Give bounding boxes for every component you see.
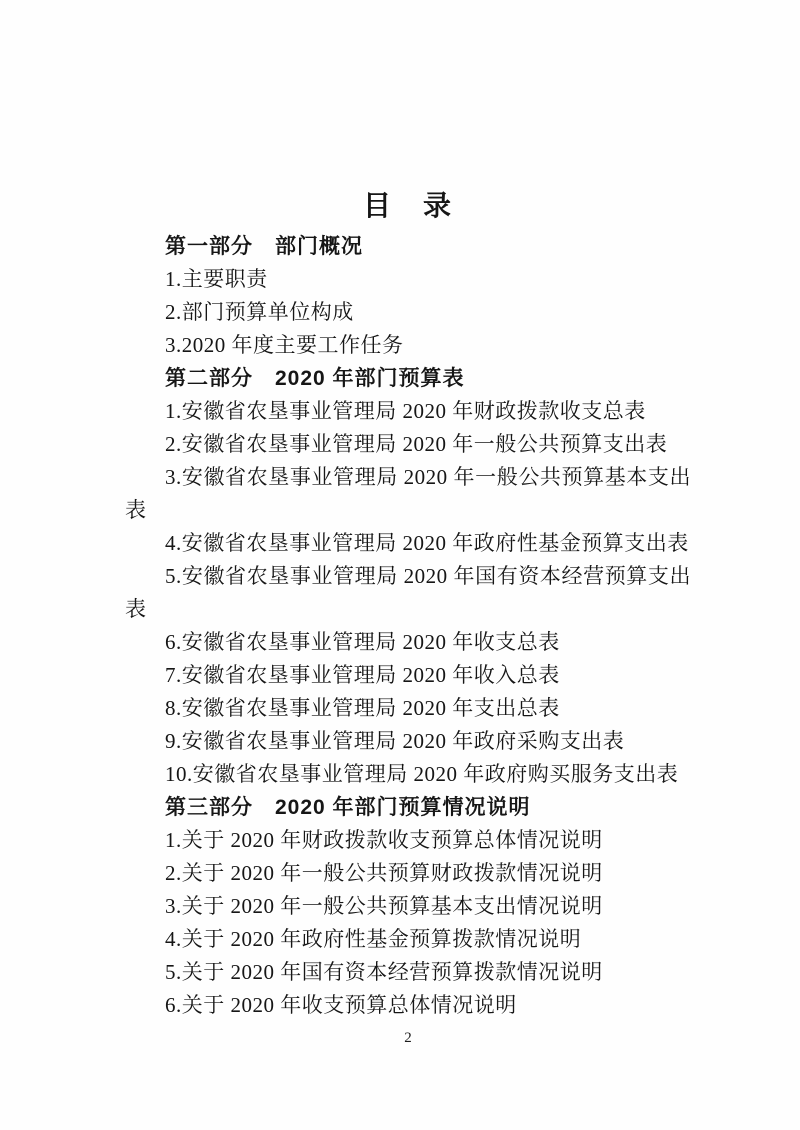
toc-section-heading-1: 第一部分 部门概况 (165, 235, 363, 258)
table-of-contents (125, 230, 691, 1022)
toc-item: 2.关于 2020 年一般公共预算财政拨款情况说明 (165, 861, 603, 885)
toc-item: 8.安徽省农垦事业管理局 2020 年支出总表 (165, 696, 560, 720)
toc-item: 5.安徽省农垦事业管理局 2020 年国有资本经营预算支出表 (125, 564, 691, 621)
toc-item: 6.关于 2020 年收支预算总体情况说明 (165, 993, 517, 1017)
toc-item: 1.主要职责 (165, 267, 268, 291)
toc-item: 6.安徽省农垦事业管理局 2020 年收支总表 (165, 630, 560, 654)
toc-item: 10.安徽省农垦事业管理局 2020 年政府购买服务支出表 (165, 762, 679, 786)
toc-item: 2.部门预算单位构成 (165, 300, 354, 324)
toc-item: 2.安徽省农垦事业管理局 2020 年一般公共预算支出表 (165, 432, 668, 456)
page-number: 2 (404, 1030, 412, 1046)
toc-item: 4.安徽省农垦事业管理局 2020 年政府性基金预算支出表 (165, 531, 689, 555)
toc-section-heading-3: 第三部分 2020 年部门预算情况说明 (165, 796, 531, 819)
toc-content (125, 188, 691, 1022)
toc-item: 3.关于 2020 年一般公共预算基本支出情况说明 (165, 894, 603, 918)
toc-item: 1.关于 2020 年财政拨款收支预算总体情况说明 (165, 828, 603, 852)
toc-item: 3.安徽省农垦事业管理局 2020 年一般公共预算基本支出表 (125, 465, 691, 522)
toc-item: 9.安徽省农垦事业管理局 2020 年政府采购支出表 (165, 729, 625, 753)
toc-item: 1.安徽省农垦事业管理局 2020 年财政拨款收支总表 (165, 399, 646, 423)
toc-section-heading-2: 第二部分 2020 年部门预算表 (165, 367, 465, 390)
page-title: 目 录 (362, 190, 453, 221)
toc-item: 4.关于 2020 年政府性基金预算拨款情况说明 (165, 927, 582, 951)
toc-item: 3.2020 年度主要工作任务 (165, 333, 404, 357)
toc-item: 5.关于 2020 年国有资本经营预算拨款情况说明 (165, 960, 603, 984)
toc-item: 7.安徽省农垦事业管理局 2020 年收入总表 (165, 663, 560, 687)
